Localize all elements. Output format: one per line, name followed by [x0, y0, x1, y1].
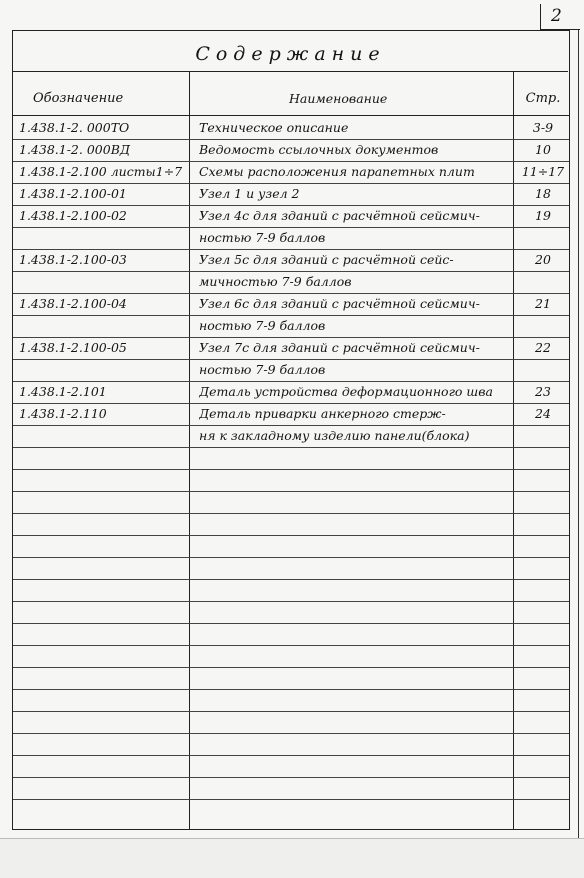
row-page: 11÷17: [521, 164, 565, 179]
row-name: Деталь устройства деформационного шва: [199, 384, 493, 399]
page-title: Содержание: [13, 31, 568, 72]
row-name: Схемы расположения парапетных плит: [199, 164, 475, 179]
row-designation: 1.438.1-2.100-03: [19, 252, 127, 267]
row-name: Узел 4с для зданий с расчётной сейсмич-: [199, 208, 480, 223]
row-rule: [13, 711, 569, 712]
row-designation: 1.438.1-2.110: [19, 406, 107, 421]
row-rule: [13, 645, 569, 646]
row-rule: [13, 513, 569, 514]
header-designation: Обозначение: [33, 91, 124, 106]
row-page: 23: [535, 384, 551, 399]
row-rule: [13, 799, 569, 800]
row-rule: [13, 381, 569, 382]
row-rule: [13, 403, 569, 404]
row-rule: [13, 777, 569, 778]
row-rule: [13, 469, 569, 470]
row-rule: [13, 623, 569, 624]
row-rule: [13, 491, 569, 492]
row-page: 18: [535, 186, 551, 201]
contents-table: [12, 30, 570, 830]
row-rule: [13, 733, 569, 734]
row-rule: [13, 139, 569, 140]
header-name: Наименование: [289, 91, 388, 106]
row-page: 20: [535, 252, 551, 267]
row-rule: [13, 315, 569, 316]
row-rule: [13, 161, 569, 162]
row-name: ностью 7-9 баллов: [199, 318, 326, 333]
page-number: 2: [540, 4, 580, 30]
row-rule: [13, 425, 569, 426]
row-rule: [13, 755, 569, 756]
header-page: Стр.: [525, 91, 561, 106]
row-name: мичностью 7-9 баллов: [199, 274, 352, 289]
row-designation: 1.438.1-2.100-04: [19, 296, 127, 311]
row-page: 24: [535, 406, 551, 421]
row-page: 19: [535, 208, 551, 223]
row-name: Узел 1 и узел 2: [199, 186, 300, 201]
row-designation: 1.438.1-2.100-05: [19, 340, 127, 355]
row-name: ня к закладному изделию панели(блока): [199, 428, 470, 443]
row-rule: [13, 337, 569, 338]
scan-bottom-band: [0, 838, 584, 878]
row-designation: 1.438.1-2.100-01: [19, 186, 127, 201]
row-name: ностью 7-9 баллов: [199, 362, 326, 377]
row-page: 22: [535, 340, 551, 355]
row-rule: [13, 535, 569, 536]
row-rule: [13, 271, 569, 272]
row-rule: [13, 579, 569, 580]
column-divider-2: [513, 71, 514, 829]
row-rule: [13, 447, 569, 448]
right-margin-rule: [578, 30, 579, 870]
row-rule: [13, 359, 569, 360]
row-name: ностью 7-9 баллов: [199, 230, 326, 245]
row-name: Узел 6с для зданий с расчётной сейсмич-: [199, 296, 480, 311]
header-rule: [13, 115, 569, 116]
row-name: Техническое описание: [199, 120, 349, 135]
row-name: Деталь приварки анкерного стерж-: [199, 406, 446, 421]
row-rule: [13, 293, 569, 294]
row-name: Узел 7с для зданий с расчётной сейсмич-: [199, 340, 480, 355]
row-designation: 1.438.1-2. 000ТО: [19, 120, 130, 135]
row-name: Ведомость ссылочных документов: [199, 142, 439, 157]
column-divider-1: [189, 71, 190, 829]
row-designation: 1.438.1-2.101: [19, 384, 107, 399]
row-designation: 1.438.1-2.100 листы1÷7: [19, 164, 183, 179]
row-rule: [13, 249, 569, 250]
row-rule: [13, 689, 569, 690]
row-page: 21: [535, 296, 551, 311]
row-rule: [13, 557, 569, 558]
row-designation: 1.438.1-2.100-02: [19, 208, 127, 223]
row-rule: [13, 601, 569, 602]
row-rule: [13, 667, 569, 668]
row-page: 10: [535, 142, 551, 157]
row-rule: [13, 183, 569, 184]
row-designation: 1.438.1-2. 000ВД: [19, 142, 131, 157]
row-page: 3-9: [532, 120, 554, 135]
row-rule: [13, 205, 569, 206]
row-name: Узел 5с для зданий с расчётной сейс-: [199, 252, 454, 267]
row-rule: [13, 227, 569, 228]
